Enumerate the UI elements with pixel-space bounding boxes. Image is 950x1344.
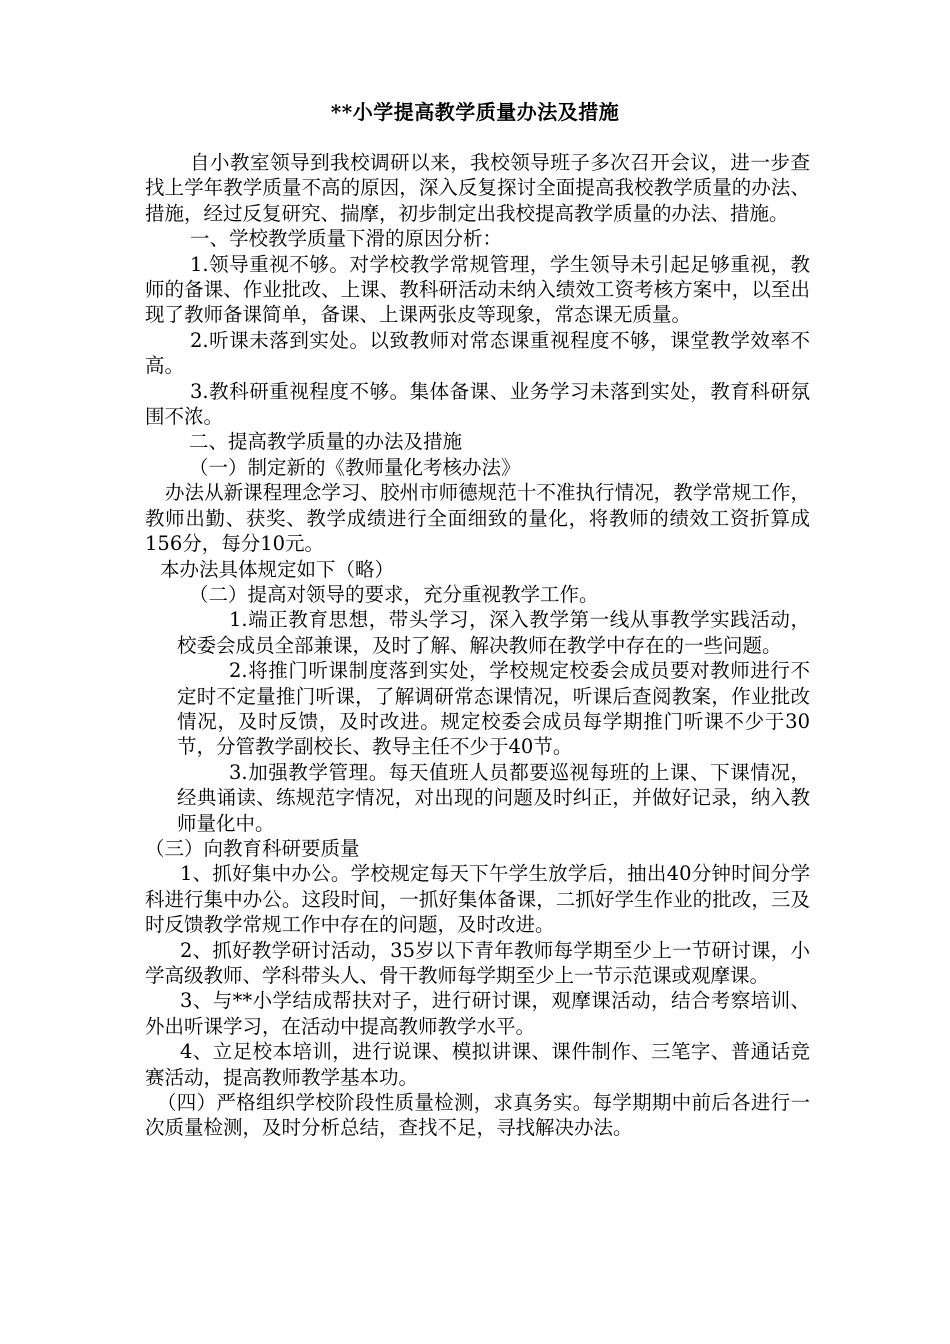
reason-item-3: 3.教科研重视程度不够。集体备课、业务学习未落到实处，教育科研氛围不浓。 xyxy=(145,379,810,429)
reason-item-2: 2.听课未落到实处。以致教师对常态课重视程度不够，课堂教学效率不高。 xyxy=(145,328,810,378)
research-item-1: 1、抓好集中办公。学校规定每天下午学生放学后，抽出40分钟时间分学科进行集中办公。这段时间，一抓好集体备课，二抓好学生作业的批改，三及时反馈教学常规工作中存在的问题，及时改进。 xyxy=(145,862,810,937)
subsection-heading-4: （四）严格组织学校阶段性质量检测，求真务实。每学期期中前后各进行一次质量检测，及时分析总结，查找不足，寻找解决办法。 xyxy=(145,1091,810,1140)
section-heading-1: 一、学校教学质量下滑的原因分析： xyxy=(190,227,503,251)
subsection-heading-2: （二）提高对领导的要求，充分重视教学工作。 xyxy=(189,582,599,606)
leadership-item-2: 2.将推门听课制度落到实处，学校规定校委会成员要对教师进行不定时不定量推门听课，了解调研常态课情况，听课后查阅教案，作业批改情况，及时反馈，及时改进。规定校委会成员每学期推门听课不少于30节，分管教学副校长、教导主任不少于40节。 xyxy=(177,659,810,759)
reason-item-1: 1.领导重视不够。对学校教学常规管理，学生领导未引起足够重视，教师的备课、作业批改、上课、教科研活动未纳入绩效工资考核方案中，以至出现了教师备课简单，备课、上课两张皮等现象，常态课无质量。 xyxy=(145,252,810,327)
subsection-heading-1: （一）制定新的《教师量化考核办法》 xyxy=(189,455,521,479)
quantify-paragraph: 办法从新课程理念学习、胶州市师德规范十不准执行情况，教学常规工作，教师出勤、获奖、教学成绩进行全面细致的量化，将教师的绩效工资折算成156分，每分10元。 xyxy=(145,481,810,556)
document-title: **小学提高教学质量办法及措施 xyxy=(330,100,620,124)
intro-paragraph: 自小教室领导到我校调研以来，我校领导班子多次召开会议，进一步查找上学年教学质量不高的原因，深入反复探讨全面提高我校教学质量的办法、措施，经过反复研究、揣摩，初步制定出我校提高教学质量的办法、措施。 xyxy=(145,151,810,225)
research-item-4: 4、立足校本培训，进行说课、模拟讲课、课件制作、三笔字、普通话竞赛活动，提高教师教学基本功。 xyxy=(145,1040,810,1089)
research-item-3: 3、与**小学结成帮扶对子，进行研讨课，观摩课活动，结合考察培训、外出听课学习，在活动中提高教师教学水平。 xyxy=(145,989,810,1038)
section-heading-2: 二、提高教学质量的办法及措施 xyxy=(189,430,463,454)
research-item-2: 2、抓好教学研讨活动，35岁以下青年教师每学期至少上一节研讨课，小学高级教师、学科带头人、骨干教师每学期至少上一节示范课或观摩课。 xyxy=(145,938,810,987)
document-body xyxy=(145,150,810,1141)
rules-note: 本办法具体规定如下（略） xyxy=(160,557,395,581)
subsection-heading-3: （三）向教育科研要质量 xyxy=(145,836,360,860)
leadership-item-3: 3.加强教学管理。每天值班人员都要巡视每班的上课、下课情况，经典诵读、练规范字情况，对出现的问题及时纠正，并做好记录，纳入教师量化中。 xyxy=(177,760,810,835)
leadership-item-1: 1.端正教育思想，带头学习，深入教学第一线从事教学实践活动，校委会成员全部兼课，及时了解、解决教师在教学中存在的一些问题。 xyxy=(177,608,810,657)
